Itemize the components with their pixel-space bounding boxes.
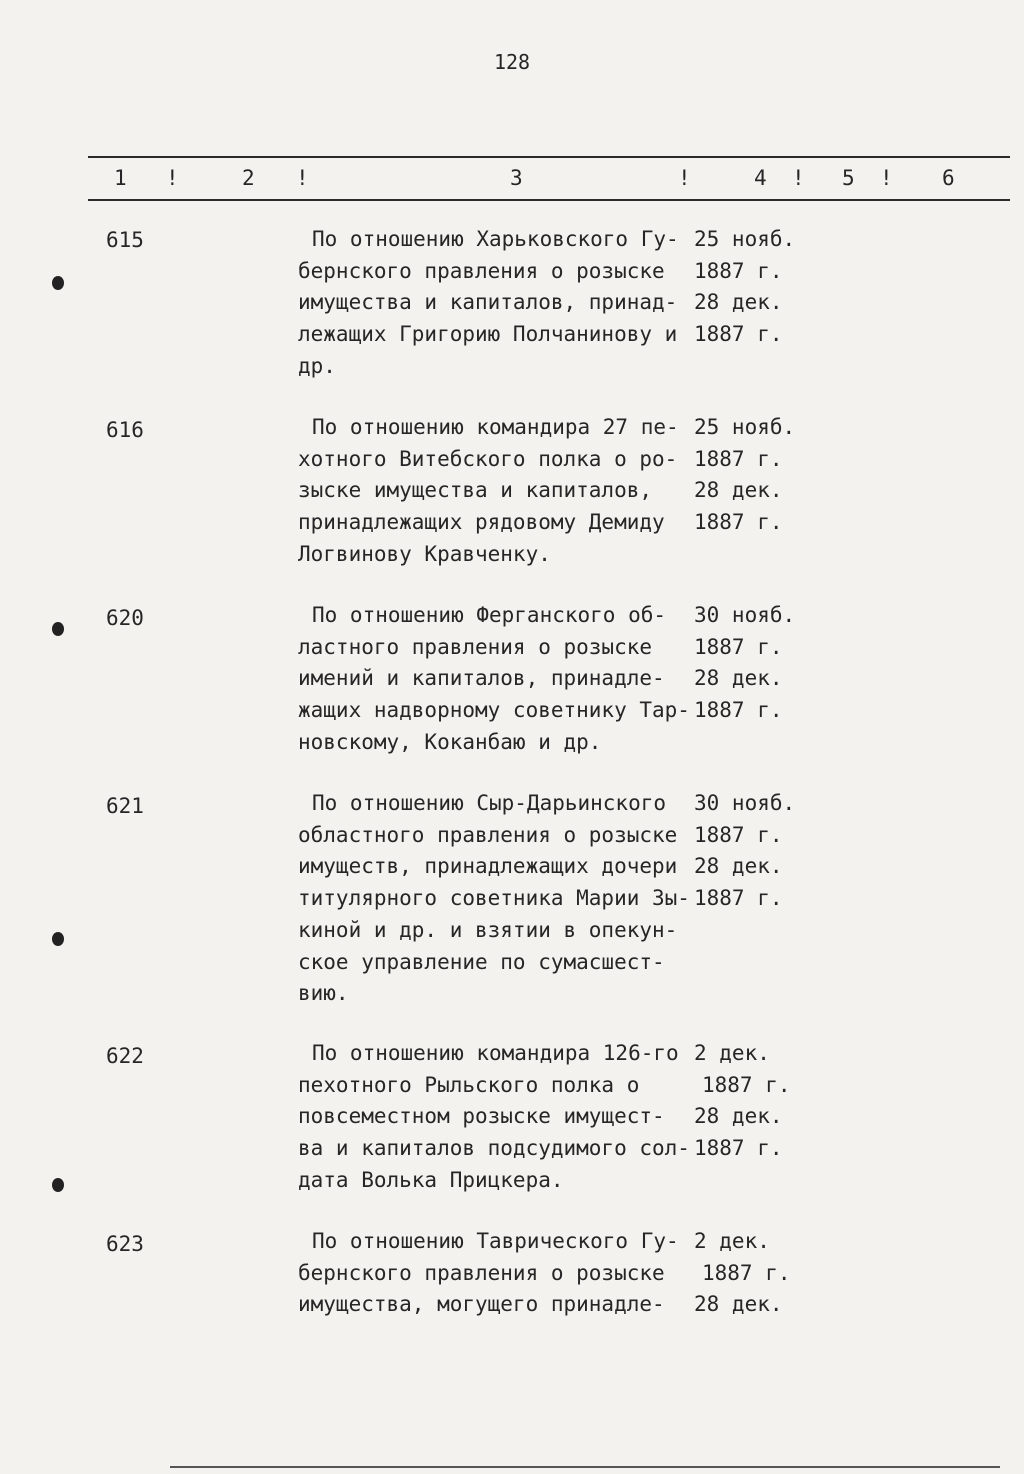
date-line: 2 дек. [694,1229,770,1253]
entry-dates [694,1226,804,1321]
entry-description [298,600,698,759]
date-line: 1887 г. [694,258,783,283]
description-line: По отношению Харьковского Гу- [312,227,679,251]
column-separator: ! [166,166,179,190]
date-line: 1887 г. [694,822,783,847]
date-line: 1887 г. [694,886,783,911]
column-header-6: 6 [942,166,955,190]
punch-hole [52,276,64,290]
description-line: ластного правления о розыске [298,634,653,659]
date-line: 28 дек. [694,854,783,879]
date-line: 25 нояб. [694,415,796,439]
description-line: дата Волька Прицкера. [298,1167,564,1192]
date-line: 1887 г. [702,1072,791,1097]
date-line: 28 дек. [694,290,783,315]
date-line: 1887 г. [694,634,783,659]
description-line: жащих надворному советнику Тар- [298,698,690,723]
entry-description [298,788,698,1010]
entry-description [298,1226,698,1321]
entry-dates [694,1038,804,1165]
date-line: 1887 г. [694,510,783,535]
description-line: По отношению Ферганского об- [312,603,667,627]
entry-description [298,224,698,383]
entry-number: 623 [106,1232,144,1256]
description-line: пехотного Рыльского полка о [298,1072,640,1097]
column-header-3: 3 [510,166,523,190]
column-header-5: 5 [842,166,855,190]
column-separator: ! [792,166,805,190]
entry-dates [694,600,804,727]
column-separator: ! [678,166,691,190]
description-line: имений и капиталов, принадле- [298,666,665,691]
description-line: новскому, Коканбаю и др. [298,729,602,754]
date-line: 30 нояб. [694,603,796,627]
entry-number: 615 [106,228,144,252]
description-line: По отношению командира 126-го [312,1041,679,1065]
date-line: 1887 г. [694,446,783,471]
description-line: По отношению Сыр-Дарьинского [312,791,667,815]
date-line: 1887 г. [702,1260,791,1285]
date-line: 30 нояб. [694,791,796,815]
column-header-4: 4 [754,166,767,190]
date-line: 28 дек. [694,666,783,691]
punch-hole [52,1178,64,1192]
description-line: ва и капиталов подсудимого сол- [298,1136,690,1161]
date-line: 2 дек. [694,1041,770,1065]
description-line: киной и др. и взятии в опекун- [298,917,678,942]
entry-dates [694,412,804,539]
date-line: 1887 г. [694,322,783,347]
header-rule-top [88,156,1010,158]
date-line: 28 дек. [694,1292,783,1317]
entry-number: 621 [106,794,144,818]
entry-number: 616 [106,418,144,442]
description-line: Логвинову Кравченку. [298,541,551,566]
punch-hole [52,622,64,636]
entry-number: 622 [106,1044,144,1068]
footer-rule [170,1466,1000,1468]
description-line: имущества и капиталов, принад- [298,290,678,315]
description-line: титулярного советника Марии Зы- [298,886,690,911]
date-line: 28 дек. [694,1104,783,1129]
entry-description [298,1038,698,1197]
column-separator: ! [296,166,309,190]
description-line: лежащих Григорию Полчанинову и [298,322,678,347]
entry-dates [694,788,804,915]
description-line: вию. [298,981,349,1006]
description-line: имуществ, принадлежащих дочери [298,854,678,879]
date-line: 28 дек. [694,478,783,503]
description-line: По отношению Таврического Гу- [312,1229,679,1253]
punch-hole [52,932,64,946]
description-line: др. [298,353,336,378]
description-line: По отношению командира 27 пе- [312,415,679,439]
date-line: 1887 г. [694,698,783,723]
column-header-2: 2 [242,166,255,190]
description-line: принадлежащих рядовому Демиду [298,510,665,535]
description-line: хотного Витебского полка о ро- [298,446,678,471]
description-line: имущества, могущего принадле- [298,1292,665,1317]
column-separator: ! [880,166,893,190]
entry-description [298,412,698,571]
header-rule-bottom [88,199,1010,201]
description-line: зыске имущества и капиталов, [298,478,653,503]
page-number: 128 [493,50,531,74]
description-line: ское управление по сумасшест- [298,949,665,974]
description-line: бернского правления о розыске [298,258,665,283]
description-line: бернского правления о розыске [298,1260,665,1285]
description-line: областного правления о розыске [298,822,678,847]
entry-dates [694,224,804,351]
date-line: 25 нояб. [694,227,796,251]
description-line: повсеместном розыске имущест- [298,1104,665,1129]
date-line: 1887 г. [694,1136,783,1161]
column-header-1: 1 [114,166,127,190]
entry-number: 620 [106,606,144,630]
